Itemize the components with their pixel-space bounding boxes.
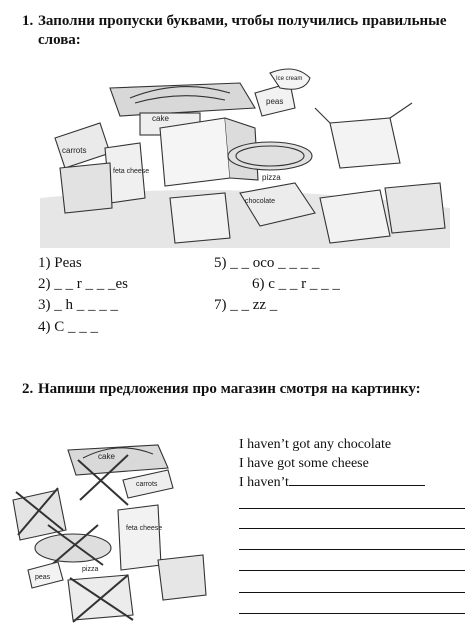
task-1-item-7: 7) _ _ zz _ bbox=[214, 297, 278, 313]
shop-illustration-1 bbox=[40, 68, 450, 248]
task-1-item-3: 3) _ h _ _ _ _ bbox=[38, 297, 118, 313]
task-2-heading bbox=[22, 380, 472, 400]
sentence-2: I have got some cheese bbox=[239, 456, 369, 471]
task-1-item-4: 4) C _ _ _ bbox=[38, 319, 98, 335]
answer-line-6[interactable] bbox=[239, 613, 465, 614]
label-ice-cream: Ice cream bbox=[276, 76, 303, 82]
sentence-1: I haven’t got any chocolate bbox=[239, 437, 392, 452]
answer-line-2[interactable] bbox=[239, 528, 465, 529]
answer-line-1[interactable] bbox=[239, 508, 465, 509]
task-1-heading bbox=[22, 12, 462, 52]
label-chocolate: chocolate bbox=[245, 198, 275, 205]
answer-line-3[interactable] bbox=[239, 549, 465, 550]
sentence-3 bbox=[239, 473, 425, 491]
shop-sketch-2 bbox=[8, 430, 213, 635]
label-pizza-2: pizza bbox=[82, 566, 99, 573]
label-pizza: pizza bbox=[262, 173, 281, 182]
task-1-item-6: 6) c _ _ r _ _ _ bbox=[252, 276, 340, 292]
task-1-item-1: 1) Peas bbox=[38, 255, 82, 271]
label-carrots: carrots bbox=[62, 146, 87, 155]
label-carrots-2: carrots bbox=[136, 481, 158, 488]
shop-sketch-1 bbox=[40, 68, 450, 248]
sentence-3-text: I haven’t bbox=[239, 475, 289, 490]
label-feta-cheese: feta cheese bbox=[113, 168, 150, 175]
task-1-title: Заполни пропуски буквами, чтобы получились правильные слова: bbox=[38, 13, 447, 48]
label-cake: cake bbox=[152, 114, 169, 123]
answer-line-5[interactable] bbox=[239, 592, 465, 593]
shop-illustration-2 bbox=[8, 430, 213, 635]
task-1-item-2: 2) _ _ r _ _ _es bbox=[38, 276, 128, 292]
answer-line-4[interactable] bbox=[239, 570, 465, 571]
label-feta-cheese-2: feta cheese bbox=[126, 525, 163, 532]
task-1-item-5: 5) _ _ oco _ _ _ _ bbox=[214, 255, 320, 271]
label-peas: peas bbox=[266, 97, 284, 106]
task-2-title: Напиши предложения про магазин смотря на картинку: bbox=[38, 381, 421, 397]
task-2-number: 2. bbox=[22, 381, 34, 397]
sentence-3-blank[interactable] bbox=[289, 473, 425, 486]
task-1-number: 1. bbox=[22, 13, 34, 29]
label-peas-2: peas bbox=[35, 574, 51, 581]
label-cake-2: cake bbox=[98, 452, 115, 461]
